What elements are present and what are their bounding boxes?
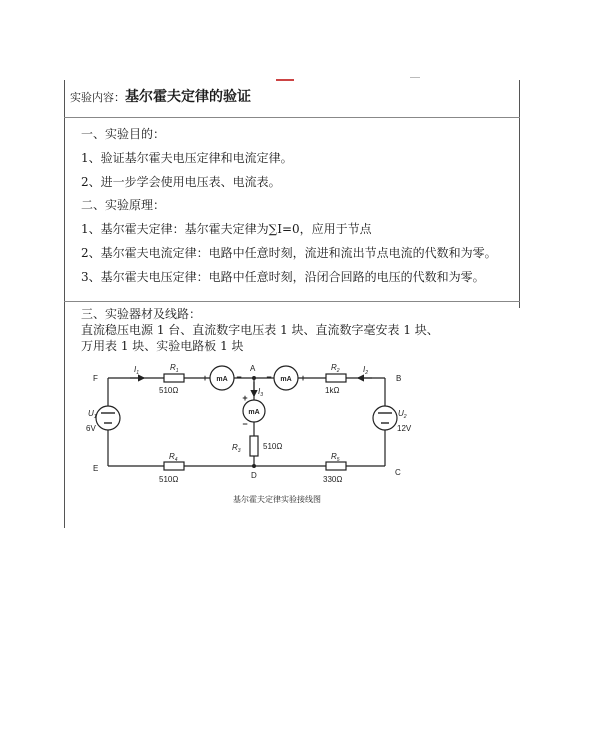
principle-item: 3、基尔霍夫电压定律：电路中任意时刻，沿闭合回路的电压的代数和为零。 (81, 270, 485, 284)
resistor-r2 (326, 374, 346, 382)
resistor-r4 (164, 462, 184, 470)
node-label-c: C (395, 468, 401, 477)
resistor-r1-value: 510Ω (159, 386, 179, 395)
resistor-r5-value: 330Ω (323, 475, 343, 484)
page-title: 基尔霍夫定律的验证 (125, 89, 251, 105)
purpose-heading: 一、实验目的： (81, 127, 166, 141)
diagram-caption: 基尔霍夫定律实验接线图 (233, 495, 321, 504)
principle-item: 1、基尔霍夫定律：基尔霍夫定律为∑I=0，应用于节点 (81, 222, 372, 236)
junction-dot-d (252, 464, 256, 468)
resistor-r5-label: $R_5$ (331, 452, 340, 463)
resistor-r4-label: $R_4$ (169, 452, 178, 463)
node-label-e: E (93, 464, 99, 473)
junction-dot-a (252, 376, 256, 380)
node-label-b: B (396, 374, 402, 383)
equipment-line: 万用表 1 块、实验电路板 1 块 (81, 339, 244, 353)
ammeter-3-plus: + (242, 393, 248, 403)
ammeter-3-label: mA (248, 409, 260, 416)
ammeter-2-minus: − (266, 372, 272, 382)
node-label-a: A (250, 364, 256, 373)
purpose-item: 2、进一步学会使用电压表、电流表。 (81, 175, 281, 189)
source-u1-value: 6V (86, 424, 96, 433)
current-i3-label: $I_3$ (258, 387, 264, 398)
resistor-r3-value: 510Ω (263, 442, 283, 451)
resistor-r4-value: 510Ω (159, 475, 179, 484)
voltage-source-u1 (96, 406, 120, 430)
source-u2-label: $U_2$ (398, 409, 407, 420)
ammeter-3-minus: − (242, 419, 248, 429)
voltage-source-u2 (373, 406, 397, 430)
equipment-heading: 三、实验器材及线路： (81, 307, 202, 321)
ammeter-1-label: mA (216, 376, 228, 383)
ammeter-1-plus: + (202, 373, 208, 383)
node-label-f: F (93, 374, 98, 383)
ammeter-2-label: mA (280, 376, 292, 383)
current-i2-label: $I_2$ (363, 365, 369, 376)
resistor-r2-value: 1kΩ (325, 386, 340, 395)
node-label-d: D (251, 471, 257, 480)
resistor-r1-label: $R_1$ (170, 363, 179, 374)
source-u2-value: 12V (397, 424, 412, 433)
resistor-r3-label: $R_3$ (232, 443, 241, 454)
equipment-line: 直流稳压电源 1 台、直流数字电压表 1 块、直流数字毫安表 1 块、 (81, 323, 439, 337)
resistor-r3 (250, 436, 258, 456)
ammeter-2-plus: + (300, 373, 306, 383)
resistor-r5 (326, 462, 346, 470)
current-i1-label: $I_1$ (134, 365, 140, 376)
resistor-r2-label: $R_2$ (331, 363, 340, 374)
source-u1-label: $U_1$ (88, 409, 97, 420)
principle-heading: 二、实验原理： (81, 198, 166, 212)
purpose-item: 1、验证基尔霍夫电压定律和电流定律。 (81, 151, 293, 165)
resistor-r1 (164, 374, 184, 382)
header-label: 实验内容： (70, 91, 125, 104)
ammeter-1-minus: − (236, 372, 242, 382)
principle-item: 2、基尔霍夫电流定律：电路中任意时刻，流进和流出节点电流的代数和为零。 (81, 246, 497, 260)
